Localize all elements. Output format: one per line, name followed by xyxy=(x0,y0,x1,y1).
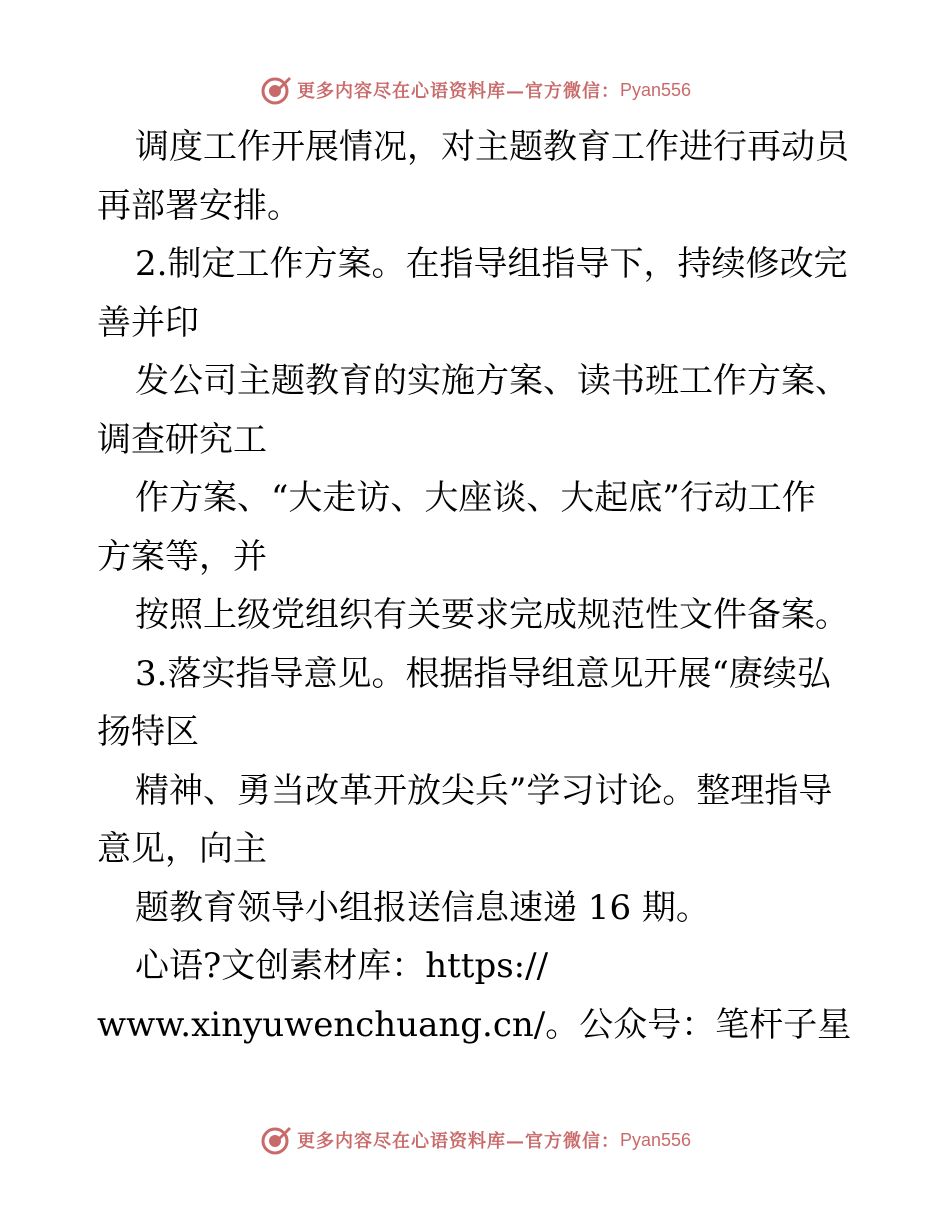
banner-text: 更多内容尽在心语资料库—官方微信： xyxy=(296,1131,620,1152)
pen-logo-icon xyxy=(259,1123,293,1157)
text-line: 3.落实指导意见。根据指导组意见开展“赓续弘 xyxy=(135,653,831,694)
pen-logo-icon xyxy=(259,73,293,107)
text-line: www.xinyuwenchuang.cn/。公众号：笔杆子星 xyxy=(97,1004,852,1045)
text-line: 调度工作开展情况，对主题教育工作进行再动员 xyxy=(135,127,849,167)
banner-text: 更多内容尽在心语资料库—官方微信： xyxy=(296,81,620,102)
text-line: 作方案、“大走访、大座谈、大起底”行动工作 xyxy=(135,478,816,518)
text-line: 题教育领导小组报送信息速递 16 期。 xyxy=(135,887,710,928)
text-line: 意见，向主 xyxy=(97,829,267,869)
document-body xyxy=(0,118,950,1054)
text-line: 方案等，并 xyxy=(97,536,267,577)
footer-banner xyxy=(0,1120,950,1160)
text-line: 再部署安排。 xyxy=(97,185,301,226)
text-line: 调查研究工 xyxy=(97,419,267,460)
header-banner-inner xyxy=(259,73,691,107)
header-banner xyxy=(0,70,950,110)
banner-wechat-id: Pyan556 xyxy=(619,79,692,100)
text-line: 精神、勇当改革开放尖兵”学习讨论。整理指导 xyxy=(135,770,833,811)
text-line: 扬特区 xyxy=(97,712,199,752)
text-line: 按照上级党组织有关要求完成规范性文件备案。 xyxy=(135,595,849,635)
text-line: 发公司主题教育的实施方案、读书班工作方案、 xyxy=(135,361,849,401)
text-line: 2.制定工作方案。在指导组指导下，持续修改完 xyxy=(135,244,848,284)
text-line: 善并印 xyxy=(97,302,199,343)
text-line: 心语?文创素材库：https:// xyxy=(135,946,549,986)
banner-wechat-id: Pyan556 xyxy=(619,1129,692,1150)
footer-banner-inner xyxy=(259,1123,691,1157)
